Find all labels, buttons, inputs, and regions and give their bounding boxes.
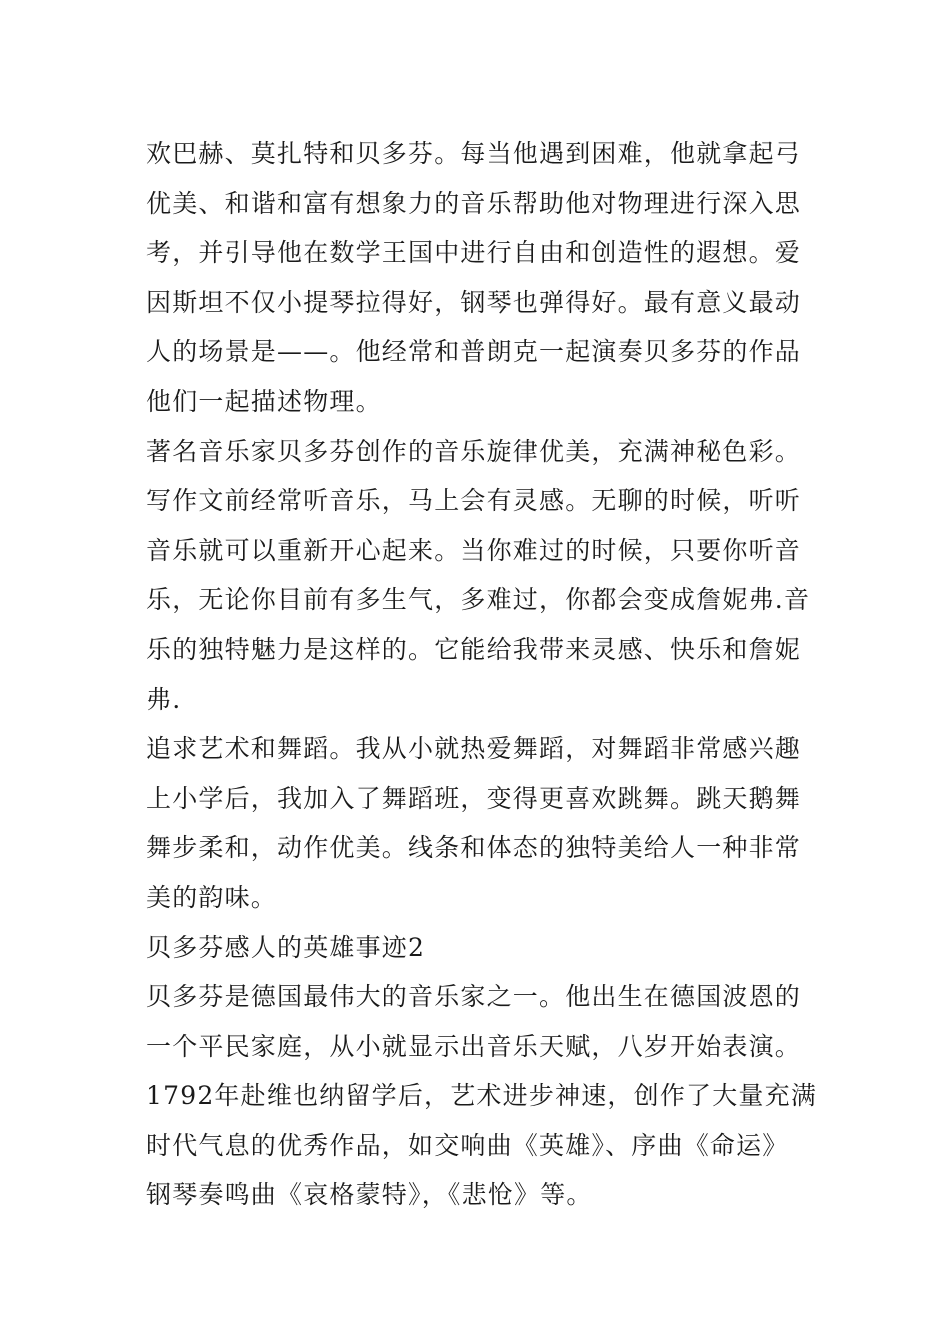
- document-body: [146, 129, 816, 1220]
- text-line: 优美、和谐和富有想象力的音乐帮助他对物理进行深入思: [146, 188, 802, 218]
- text-line: 因斯坦不仅小提琴拉得好，钢琴也弹得好。最有意义最动: [146, 287, 802, 317]
- text-line: 追求艺术和舞蹈。我从小就热爱舞蹈，对舞蹈非常感兴趣: [146, 734, 802, 764]
- text-line: 钢琴奏鸣曲《哀格蒙特》，《悲怆》等。: [146, 1180, 593, 1210]
- text-line: 上小学后，我加入了舞蹈班，变得更喜欢跳舞。跳天鹅舞: [146, 783, 802, 813]
- section-heading: 贝多芬感人的英雄事迹2: [146, 932, 426, 962]
- text-line: 人的场景是——。他经常和普朗克一起演奏贝多芬的作品: [146, 337, 802, 367]
- text-line: 美的韵味。: [146, 882, 278, 912]
- text-line: 乐，无论你目前有多生气，多难过，你都会变成詹妮弗.音: [146, 585, 811, 615]
- text-line: 音乐就可以重新开心起来。当你难过的时候，只要你听音: [146, 535, 802, 565]
- text-line: 欢巴赫、莫扎特和贝多芬。每当他遇到困难，他就拿起弓: [146, 139, 802, 168]
- text-line: 一个平民家庭，从小就显示出音乐天赋，八岁开始表演。: [146, 1031, 802, 1061]
- text-line: 1792年赴维也纳留学后，艺术进步神速，创作了大量充满: [146, 1081, 818, 1111]
- text-line: 考，并引导他在数学王国中进行自由和创造性的遐想。爱: [146, 238, 802, 268]
- text-line: 乐的独特魅力是这样的。它能给我带来灵感、快乐和詹妮: [146, 634, 802, 664]
- text-line: 他们一起描述物理。: [146, 386, 382, 416]
- text-line: 弗.: [146, 684, 182, 714]
- text-line: 时代气息的优秀作品，如交响曲《英雄》、序曲《命运》: [146, 1130, 789, 1160]
- text-line: 舞步柔和，动作优美。线条和体态的独特美给人一种非常: [146, 833, 802, 863]
- text-line: 著名音乐家贝多芬创作的音乐旋律优美，充满神秘色彩。: [146, 436, 802, 466]
- text-line: 写作文前经常听音乐，马上会有灵感。无聊的时候，听听: [146, 486, 802, 516]
- text-line: 贝多芬是德国最伟大的音乐家之一。他出生在德国波恩的: [146, 982, 802, 1012]
